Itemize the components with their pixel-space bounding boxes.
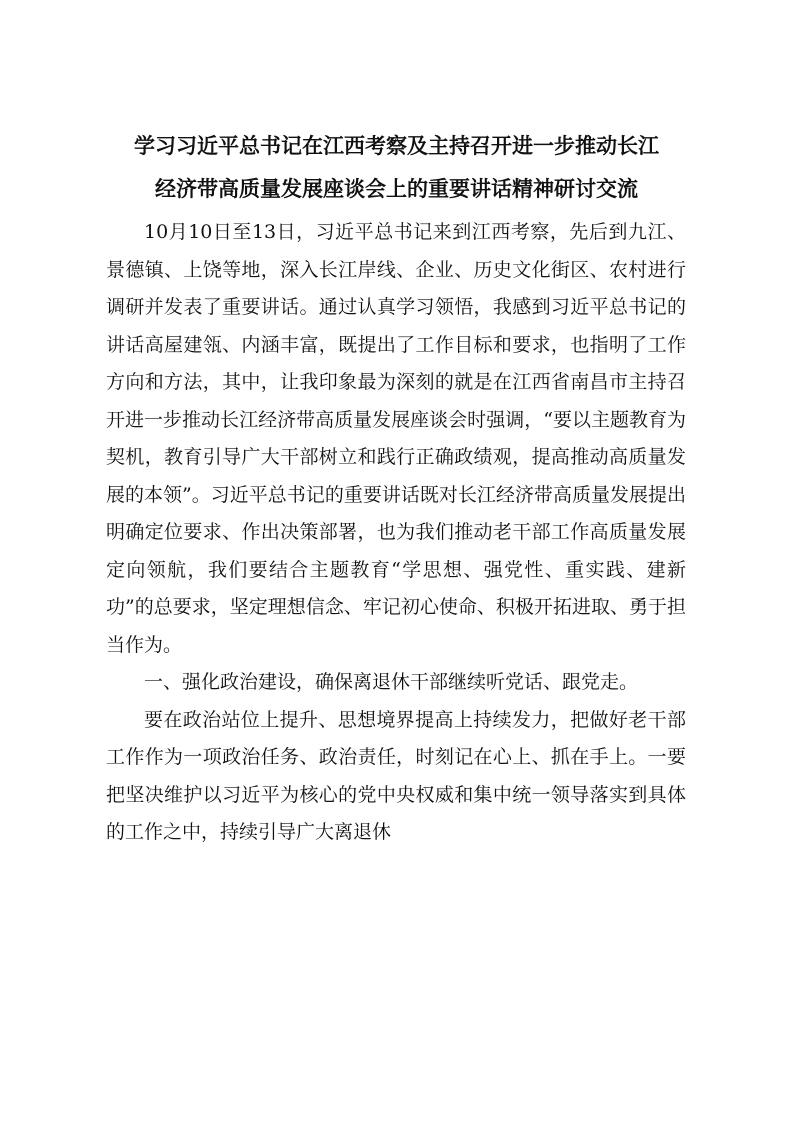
document-title-line-2: 经济带高质量发展座谈会上的重要讲话精神研讨交流 (155, 176, 638, 201)
document-body (106, 214, 686, 852)
paragraph-section-1-body: 要在政治站位上提升、思想境界提高上持续发力，把做好老干部工作作为一项政治任务、政治责任，时刻记在心上、抓在手上。一要把坚决维护以习近平为核心的党中央权威和集中统一领导落实到具体的工作之中，持续引导广大离退休 (106, 708, 686, 843)
paragraph-intro: 10月10日至13日，习近平总书记来到江西考察，先后到九江、景德镇、上饶等地，深入长江岸线、企业、历史文化街区、农村进行调研并发表了重要讲话。通过认真学习领悟，我感到习近平总书记的讲话高屋建瓴、内涵丰富，既提出了工作目标和要求，也指明了工作方向和方法，其中，让我印象最为深刻的就是在江西省南昌市主持召开进一步推动长江经济带高质量发展座谈会时强调，“要以主题教育为契机，教育引导广大干部树立和践行正确政绩观，提高推动高质量发展的本领”。习近平总书记的重要讲话既对长江经济带高质量发展提出明确定位要求、作出决策部署，也为我们推动老干部工作高质量发展定向领航，我们要结合主题教育“学思想、强党性、重实践、建新功”的总要求，坚定理想信念、牢记初心使命、积极开拓进取、勇于担当作为。 (106, 221, 686, 656)
paragraph-section-heading-1: 一、强化政治建设，确保离退休干部继续听党话、跟党走。 (144, 671, 639, 693)
document-title-line-1: 学习习近平总书记在江西考察及主持召开进一步推动长江 (134, 133, 659, 158)
